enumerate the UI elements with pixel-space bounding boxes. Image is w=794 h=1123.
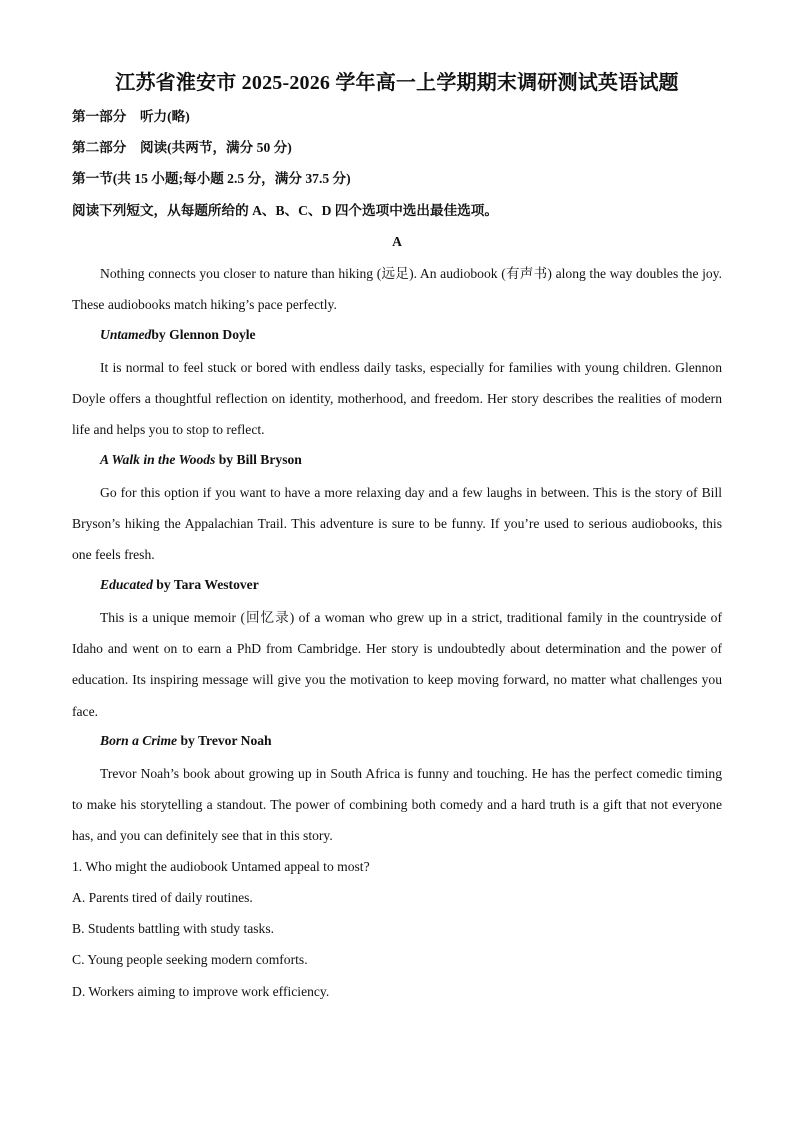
book-title: Born a Crime xyxy=(100,733,178,748)
book-author: by Tara Westover xyxy=(152,577,259,592)
subsection-one: 第一节(共 15 小题;每小题 2.5 分，满分 37.5 分) xyxy=(72,171,351,186)
option-d: D. Workers aiming to improve work efficiency. xyxy=(72,984,330,999)
book-author: by Bill Bryson xyxy=(215,452,302,467)
question-stem: 1. Who might the audiobook Untamed appeal to most? xyxy=(72,859,370,874)
reading-instruction: 阅读下列短文，从每题所给的 A、B、C、D 四个选项中选出最佳选项。 xyxy=(72,203,498,218)
option-b: B. Students battling with study tasks. xyxy=(72,921,275,936)
section-reading: 第二部分 阅读(共两节，满分 50 分) xyxy=(72,140,292,155)
passage-intro: Nothing connects you closer to nature than hiking (远足). An audiobook (有声书) along the way doubles the joy. These audiobooks match hiking’s pace perfectly. xyxy=(72,266,722,313)
book-heading-born-a-crime xyxy=(100,733,272,749)
book-heading-walk-in-the-woods xyxy=(100,452,302,468)
passage-label: A xyxy=(392,234,402,249)
option-c: C. Young people seeking modern comforts. xyxy=(72,952,308,967)
book-title: Educated xyxy=(100,577,153,592)
book-author: by Trevor Noah xyxy=(177,733,272,748)
book-heading-untamed xyxy=(100,327,256,343)
book-description-educated: This is a unique memoir (回忆录) of a woman who grew up in a strict, traditional family in the countryside of Idaho and went on to earn a PhD from Cambridge. Her story is undoubtedly about determination and the power of education. Its inspiring message will give you the motivation to keep moving forward, no matter what challenges you face. xyxy=(72,610,722,719)
book-description-walk-in-the-woods: Go for this option if you want to have a more relaxing day and a few laughs in between. This is the story of Bill Bryson’s hiking the Appalachian Trail. This adventure is sure to be funny. If you’re used to serious audiobooks, this one feels fresh. xyxy=(72,485,722,563)
option-a: A. Parents tired of daily routines. xyxy=(72,890,253,905)
section-listening: 第一部分 听力(略) xyxy=(72,109,190,124)
book-title: Untamed xyxy=(100,327,152,342)
book-description-born-a-crime: Trevor Noah’s book about growing up in South Africa is funny and touching. He has the perfect comedic timing to make his storytelling a standout. The power of combining both comedy and a hard truth is a gift that not everyone has, and you can definitely see that in this story. xyxy=(72,766,722,844)
book-author: by Glennon Doyle xyxy=(151,327,256,342)
book-description-untamed: It is normal to feel stuck or bored with endless daily tasks, especially for families with young children. Glennon Doyle offers a thoughtful reflection on identity, motherhood, and freedom. Her story describes the realities of modern life and helps you to stop to reflect. xyxy=(72,360,722,438)
book-title: A Walk in the Woods xyxy=(100,452,216,467)
book-heading-educated xyxy=(100,577,259,593)
exam-title: 江苏省淮安市 2025-2026 学年高一上学期期末调研测试英语试题 xyxy=(115,72,679,94)
